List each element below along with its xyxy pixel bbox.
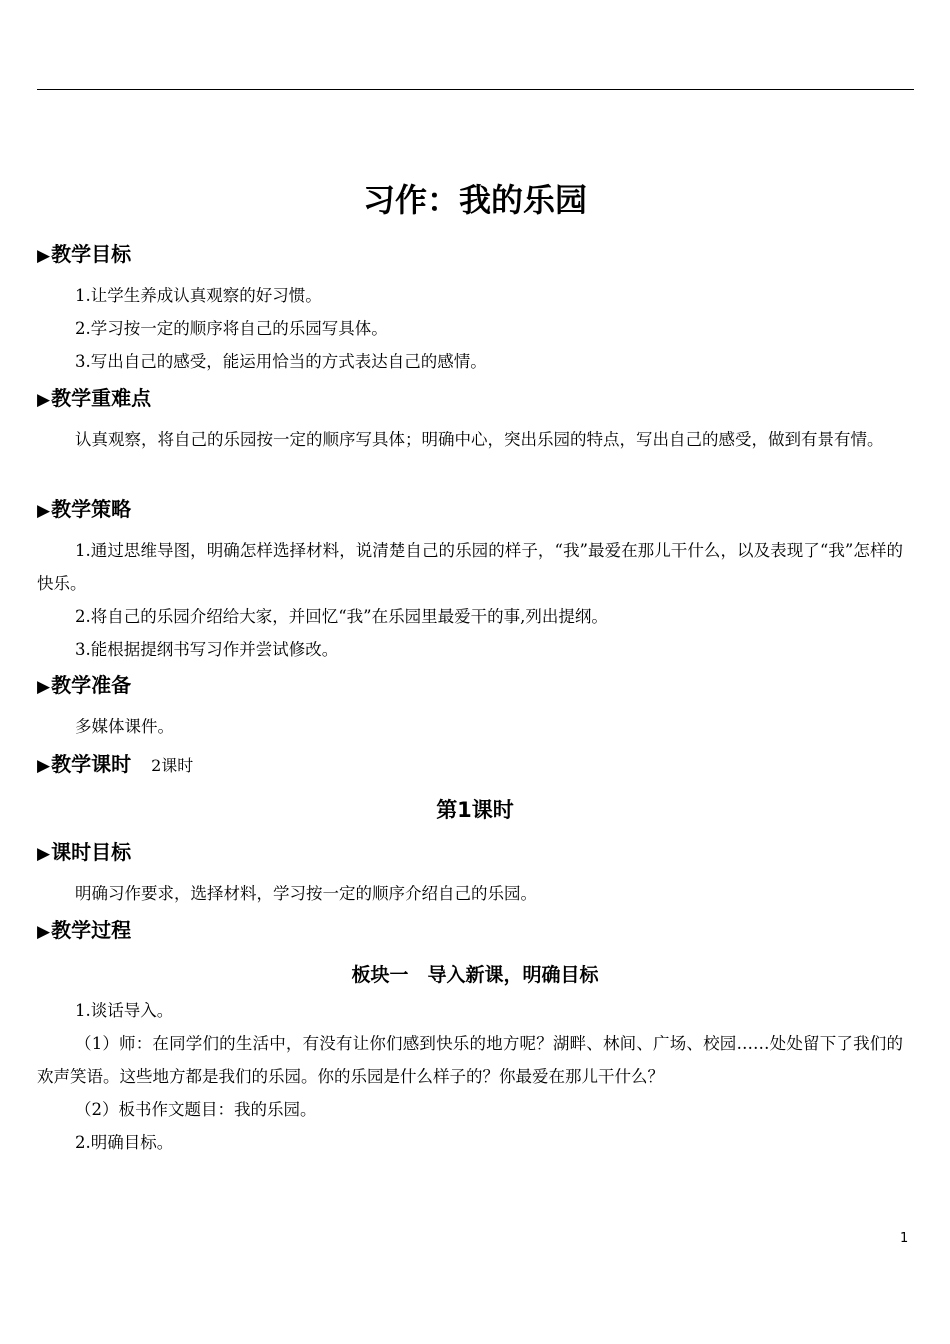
triangle-marker-icon: ▶	[37, 390, 51, 410]
triangle-marker-icon: ▶	[37, 922, 51, 942]
process-line: （2）板书作文题目：我的乐园。	[75, 1100, 317, 1119]
page-number: 1	[900, 1231, 909, 1246]
goal-item: 2.学习按一定的顺序将自己的乐园写具体。	[75, 319, 388, 338]
triangle-marker-icon: ▶	[37, 501, 51, 521]
strategy-item: 1.通过思维导图，明确怎样选择材料，说清楚自己的乐园的样子，“我”最爱在那儿干什么，以及表现了“我”怎样的快乐。	[37, 541, 903, 593]
heading-key-points: ▶教学重难点	[37, 386, 152, 410]
goal-item: 3.写出自己的感受，能运用恰当的方式表达自己的感情。	[75, 352, 487, 371]
block-title: 板块一 导入新课，明确目标	[351, 964, 599, 986]
hours-value: 2课时	[151, 756, 194, 775]
process-line: 2.明确目标。	[75, 1133, 174, 1152]
lesson-objective-text: 明确习作要求，选择材料，学习按一定的顺序介绍自己的乐园。	[75, 884, 537, 903]
triangle-marker-icon: ▶	[37, 844, 51, 864]
key-points-text: 认真观察，将自己的乐园按一定的顺序写具体；明确中心，突出乐园的特点，写出自己的感受，做到有景有情。	[75, 430, 884, 449]
strategy-item: 3.能根据提纲书写习作并尝试修改。	[75, 640, 339, 659]
heading-hours: ▶教学课时 2课时	[37, 752, 194, 776]
preparation-text: 多媒体课件。	[75, 717, 174, 736]
process-line: 1.谈话导入。	[75, 1001, 174, 1020]
process-line: （1）师：在同学们的生活中，有没有让你们感到快乐的地方呢？湖畔、林间、广场、校园……处处留下了我们的欢声笑语。这些地方都是我们的乐园。你的乐园是什么样子的？你最爱在那儿干什么？	[37, 1034, 903, 1086]
heading-process: ▶教学过程	[37, 918, 132, 942]
triangle-marker-icon: ▶	[37, 756, 51, 776]
heading-goals: ▶教学目标	[37, 242, 132, 266]
heading-lesson-objective: ▶课时目标	[37, 840, 132, 864]
triangle-marker-icon: ▶	[37, 246, 51, 266]
triangle-marker-icon: ▶	[37, 677, 51, 697]
goal-item: 1.让学生养成认真观察的好习惯。	[75, 286, 322, 305]
document-title: 习作：我的乐园	[362, 181, 587, 219]
heading-preparation: ▶教学准备	[37, 673, 132, 697]
strategy-item: 2.将自己的乐园介绍给大家，并回忆“我”在乐园里最爱干的事,列出提纲。	[75, 607, 608, 626]
header-rule	[37, 89, 914, 90]
heading-strategy: ▶教学策略	[37, 497, 132, 521]
lesson-title: 第1课时	[436, 798, 514, 822]
